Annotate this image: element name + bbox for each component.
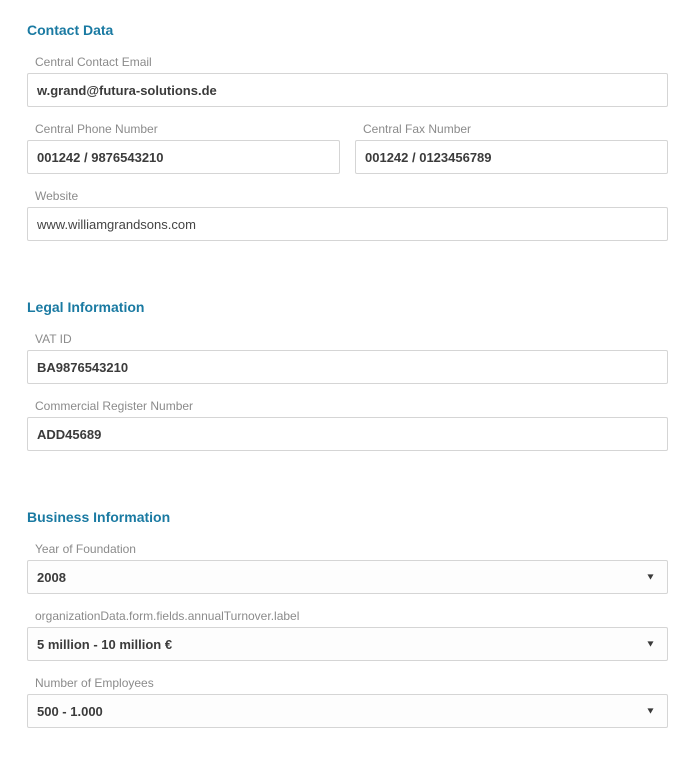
field-year-of-foundation — [27, 542, 668, 594]
number-of-employees-selected-value: 500 - 1.000 — [37, 703, 103, 719]
central-phone-number-label: Central Phone Number — [35, 122, 158, 136]
chevron-down-icon: ▼ — [645, 638, 656, 649]
section-contact-data — [27, 22, 668, 241]
year-of-foundation-selected-value: 2008 — [37, 569, 66, 585]
central-contact-email-input[interactable] — [27, 73, 668, 107]
central-fax-number-label: Central Fax Number — [363, 122, 472, 136]
phone-fax-row — [27, 122, 668, 189]
number-of-employees-select[interactable] — [27, 694, 668, 728]
field-central-fax-number — [355, 122, 668, 174]
vat-id-label: VAT ID — [35, 332, 72, 346]
website-input[interactable] — [27, 207, 668, 241]
section-title-legal-information: Legal Information — [27, 299, 145, 315]
field-central-phone-number — [27, 122, 340, 174]
section-business-information — [27, 509, 668, 728]
number-of-employees-label: Number of Employees — [35, 676, 154, 690]
commercial-register-number-label: Commercial Register Number — [35, 399, 194, 413]
central-phone-number-input[interactable] — [27, 140, 340, 174]
year-of-foundation-select[interactable] — [27, 560, 668, 594]
section-legal-information — [27, 299, 668, 451]
field-annual-turnover — [27, 609, 668, 661]
vat-id-input[interactable] — [27, 350, 668, 384]
section-title-business-information: Business Information — [27, 509, 171, 525]
field-vat-id — [27, 332, 668, 384]
annual-turnover-select[interactable] — [27, 627, 668, 661]
central-contact-email-label: Central Contact Email — [35, 55, 152, 69]
field-website — [27, 189, 668, 241]
annual-turnover-selected-value: 5 million - 10 million € — [37, 636, 173, 652]
commercial-register-number-input[interactable] — [27, 417, 668, 451]
chevron-down-icon: ▼ — [645, 705, 656, 716]
annual-turnover-label: organizationData.form.fields.annualTurnover.label — [35, 609, 300, 623]
chevron-down-icon: ▼ — [645, 571, 656, 582]
year-of-foundation-label: Year of Foundation — [35, 542, 136, 556]
website-label: Website — [35, 189, 79, 203]
field-central-contact-email — [27, 55, 668, 107]
section-title-contact-data: Contact Data — [27, 22, 114, 38]
field-commercial-register-number — [27, 399, 668, 451]
central-fax-number-input[interactable] — [355, 140, 668, 174]
field-number-of-employees — [27, 676, 668, 728]
